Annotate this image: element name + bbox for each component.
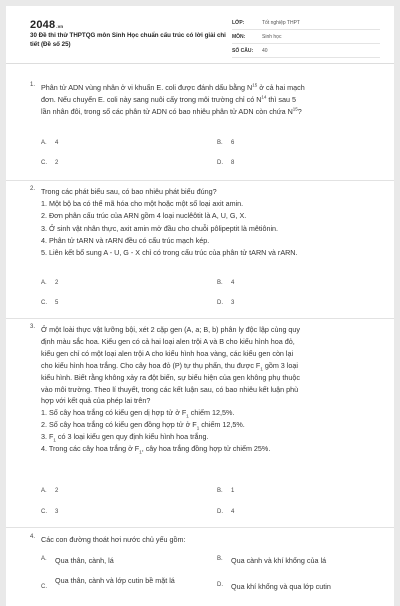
option-c[interactable]: [41, 300, 58, 306]
question-line-tail: thì sau 5: [266, 95, 296, 105]
question-text: [41, 186, 361, 259]
question-line: kiểu gen chỉ có một loại alen trội A cho kiểu hình hoa vàng, các kiểu gen còn lại: [41, 348, 294, 358]
question-number: 4.: [30, 534, 36, 540]
meta-value: Tốt nghiệp THPT: [262, 19, 300, 26]
question-line: hợp với kết quả của phép lai trên?: [41, 396, 151, 406]
option-text: 4: [55, 140, 59, 146]
question-line: Trong các phát biểu sau, có bao nhiêu phát biểu đúng?: [41, 187, 217, 196]
question-line: 5. Liên kết bổ sung A - U, G - X chỉ có trong cấu trúc của phân tử tARN và rARN.: [41, 248, 298, 258]
option-text: 2: [55, 160, 59, 166]
page-header: [6, 6, 394, 64]
option-letter: D.: [217, 509, 223, 515]
subscript: 1: [53, 437, 56, 443]
question-divider: [6, 180, 394, 181]
question-number: 2.: [30, 186, 36, 192]
question-line: vào môi trường. Theo lí thuyết, trong các kết luận sau, có bao nhiêu kết luận phù: [41, 384, 299, 394]
meta-key: LỚP:: [232, 19, 245, 26]
meta-row-count: [232, 44, 380, 58]
option-b[interactable]: [217, 280, 234, 286]
option-c[interactable]: [41, 576, 201, 592]
option-text: 4: [231, 280, 235, 286]
option-text: Qua khí khổng và qua lớp cutin: [231, 582, 331, 591]
subscript: 1: [186, 413, 189, 419]
option-text: Qua thân, cành và lớp cutin bề mặt lá: [55, 576, 175, 585]
option-letter: C.: [41, 509, 47, 515]
meta-row-class: [232, 16, 380, 30]
meta-key: MÔN:: [232, 33, 246, 40]
option-a[interactable]: [41, 280, 58, 286]
superscript: 14: [261, 94, 267, 100]
option-b[interactable]: [217, 556, 326, 565]
meta-value: Sinh học: [262, 33, 282, 40]
question-line: 1. Số cây hoa trắng có kiểu gen dị hợp tử ở F: [41, 408, 187, 418]
question-line-tail: gồm 3 loại: [262, 360, 298, 370]
option-letter: C.: [41, 584, 47, 590]
question-text: [41, 534, 361, 546]
question-divider: [6, 527, 394, 528]
option-c[interactable]: [41, 509, 58, 515]
subscript: 1: [260, 366, 263, 372]
question-line: 2. Đơn phân cấu trúc của ARN gồm 4 loại nuclêôtit là A, U, G, X.: [41, 211, 247, 221]
option-text: 3: [231, 300, 235, 306]
question-line-tail: chiếm 12,5%.: [188, 408, 235, 418]
question-line: kiểu hình. Biết rằng không xảy ra đột biến, sự biểu hiện của gen không phụ thuộc: [41, 372, 300, 382]
option-a[interactable]: [41, 488, 58, 494]
question-number: 3.: [30, 324, 36, 330]
option-a[interactable]: [41, 556, 114, 565]
option-letter: A.: [41, 556, 47, 562]
question-line: Các con đường thoát hơi nước chủ yếu gồm:: [41, 535, 186, 544]
option-text: 2: [55, 280, 59, 286]
question-line: cho kiểu hình hoa trắng. Cho cây hoa đỏ (P) tự thụ phấn, thu được F: [41, 360, 261, 370]
option-text: 4: [231, 509, 235, 515]
document-title: 30 Đề thi thử THPTQG môn Sinh Học chuẩn cấu trúc có lời giải chi tiết (Đề số 25): [30, 32, 226, 48]
question-line: đơn. Nếu chuyển E. coli này sang nuôi cấy trong môi trường chỉ có N: [41, 95, 262, 105]
option-letter: B.: [217, 556, 223, 562]
option-letter: D.: [217, 582, 223, 588]
question-line: 1. Một bộ ba có thể mã hóa cho một hoặc một số loại axit amin.: [41, 199, 244, 209]
question-line: 4. Trong các cây hoa trắng ở F: [41, 444, 140, 454]
document-page: [6, 6, 394, 606]
option-letter: A.: [41, 488, 47, 494]
question-line: lần nhân đôi, trong số các phân tử ADN có bao nhiêu phân tử ADN còn chứa N: [41, 107, 293, 117]
document-meta: [232, 16, 380, 58]
option-d[interactable]: [217, 160, 234, 166]
option-letter: B.: [217, 280, 223, 286]
question-text: [41, 82, 361, 119]
question-line: 4. Phân tử tARN và rARN đều có cấu trúc mạch kép.: [41, 235, 210, 245]
question-number: 1.: [30, 82, 36, 88]
subscript: 1: [196, 425, 200, 431]
superscript: 15: [252, 82, 258, 88]
option-letter: C.: [41, 300, 47, 306]
question-line: 3. F: [41, 432, 54, 442]
logo-suffix: .vn: [56, 24, 64, 29]
question-divider: [6, 318, 394, 319]
option-b[interactable]: [217, 488, 234, 494]
superscript: 15: [292, 107, 298, 113]
option-letter: A.: [41, 140, 47, 146]
question-line-tail: ?: [297, 107, 302, 117]
question-line-tail: có 3 loại kiểu gen quy định kiểu hình hoa trắng.: [55, 432, 209, 442]
option-letter: D.: [217, 300, 223, 306]
meta-key: SỐ CÂU:: [232, 47, 254, 54]
option-a[interactable]: [41, 140, 58, 146]
option-letter: A.: [41, 280, 47, 286]
question-line: 2. Số cây hoa trắng có kiểu gen đồng hợp tử ở F: [41, 420, 197, 430]
option-letter: B.: [217, 140, 223, 146]
question-line: Phân tử ADN vùng nhân ở vi khuẩn E. coli được đánh dấu bằng N: [41, 83, 253, 92]
option-text: 2: [55, 488, 59, 494]
option-text: 8: [231, 160, 235, 166]
option-text: Qua thân, cành, lá: [55, 556, 114, 565]
question-line: định màu sắc hoa. Kiểu gen có cả hai loại alen trội A và B cho kiểu hình hoa đỏ,: [41, 336, 295, 346]
option-c[interactable]: [41, 160, 58, 166]
question-line-tail: , cây hoa trắng đồng hợp tử chiếm 25%.: [141, 444, 271, 454]
question-line-tail: chiếm 12,5%.: [199, 420, 245, 430]
question-line-tail: ở cả hai mạch: [257, 83, 305, 92]
question-line: 3. Ở sinh vật nhân thực, axit amin mở đầu cho chuỗi pôlipeptit là mêtiônin.: [41, 223, 279, 233]
option-text: 1: [231, 488, 235, 494]
option-letter: B.: [217, 488, 223, 494]
option-d[interactable]: [217, 582, 331, 591]
option-text: Qua cành và khí khổng của lá: [231, 556, 327, 565]
site-logo[interactable]: [30, 19, 63, 31]
option-text: 6: [231, 140, 235, 146]
option-text: 3: [55, 509, 59, 515]
subscript: 1: [139, 449, 142, 455]
meta-row-subject: [232, 30, 380, 44]
meta-value: 40: [262, 47, 268, 54]
option-letter: D.: [217, 160, 223, 166]
option-b[interactable]: [217, 140, 234, 146]
option-d[interactable]: [217, 300, 234, 306]
question-line: Ở một loài thực vật lưỡng bội, xét 2 cặp gen (A, a; B, b) phân ly độc lập cùng quy: [41, 325, 301, 334]
logo-text: 2048: [30, 19, 56, 31]
option-letter: C.: [41, 160, 47, 166]
question-text: [41, 324, 361, 455]
option-d[interactable]: [217, 509, 234, 515]
option-text: 5: [55, 300, 59, 306]
